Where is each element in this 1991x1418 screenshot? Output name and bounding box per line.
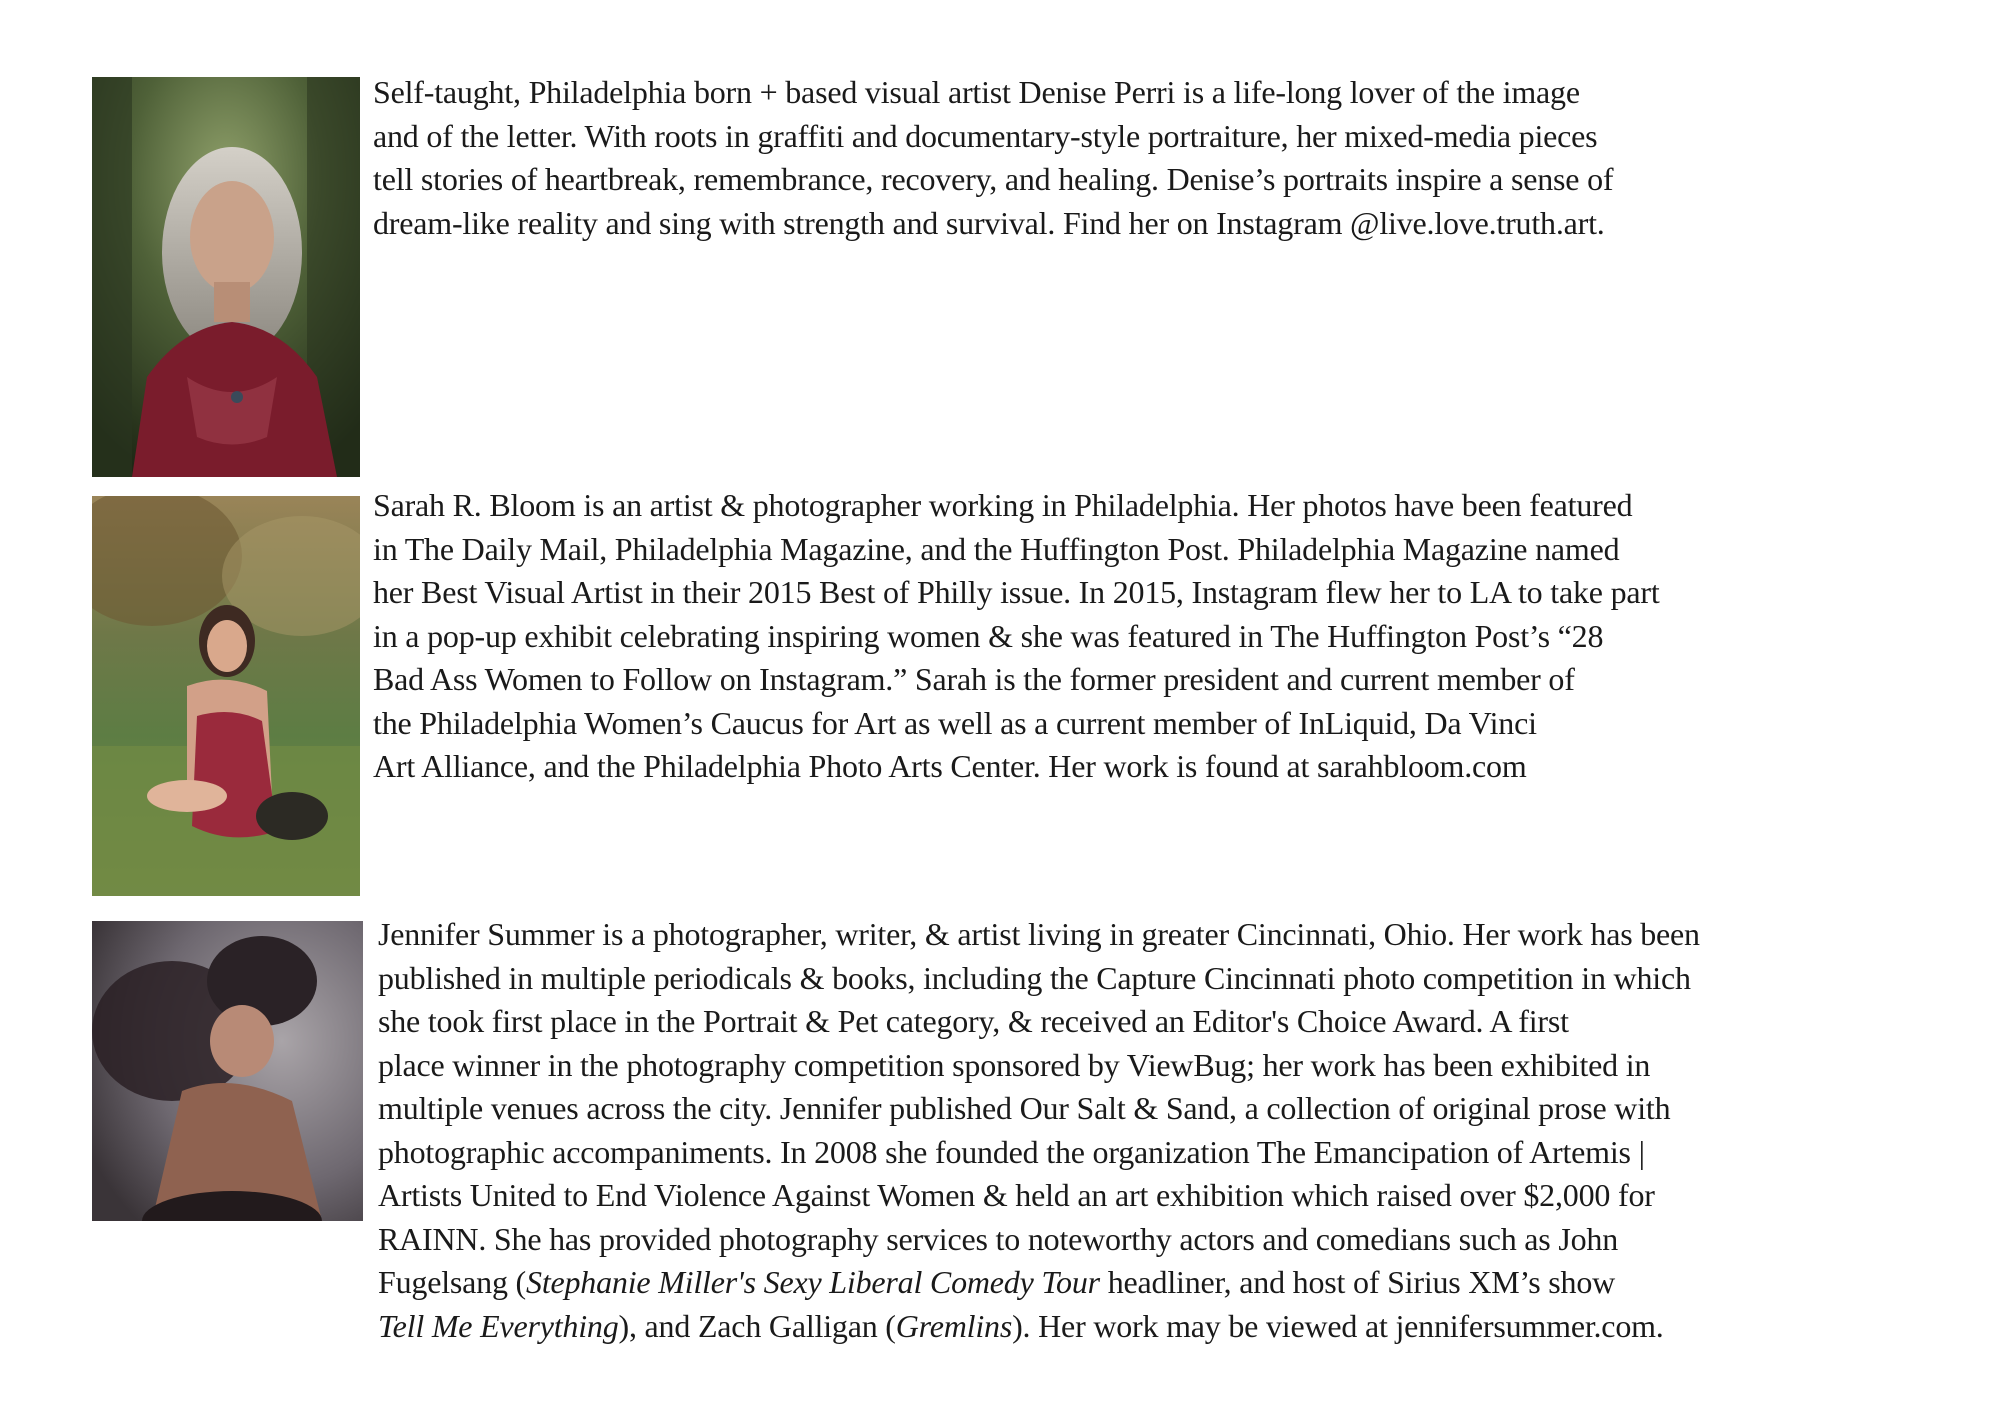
bio-text-line: Bad Ass Women to Follow on Instagram.” Sarah is the former president and current member of	[373, 661, 1575, 697]
bio-text-line: her Best Visual Artist in their 2015 Best of Philly issue. In 2015, Instagram flew her to LA to take part	[373, 574, 1660, 610]
bio-text-line: Jennifer Summer is a photographer, writer, & artist living in greater Cincinnati, Ohio. Her work has been	[378, 916, 1700, 952]
portrait-photo-sarah-bloom	[92, 496, 360, 896]
bio-text-line: the Philadelphia Women’s Caucus for Art as well as a current member of InLiquid, Da Vinci	[373, 704, 1537, 741]
bio-text-line: photographic accompaniments. In 2008 she founded the organization The Emancipation of Artemis |	[378, 1133, 1645, 1170]
bio-text-line: place winner in the photography competition sponsored by ViewBug; her work has been exhibited in	[378, 1046, 1651, 1083]
bio-text-line: in a pop-up exhibit celebrating inspiring women & she was featured in The Huffington Post’s “28	[373, 617, 1604, 654]
bio-text-line: Sarah R. Bloom is an artist & photographer working in Philadelphia. Her photos have been featured	[373, 487, 1633, 523]
text-segment: ), and Zach Galligan (	[618, 1307, 896, 1344]
bio-text-line	[378, 1261, 1700, 1305]
bio-text-line: Self-taught, Philadelphia born + based visual artist Denise Perri is a life-long lover of the image	[373, 74, 1580, 110]
show-title: Tell Me Everything	[378, 1307, 619, 1344]
bio-text-line: she took first place in the Portrait & Pet category, & received an Editor's Choice Award. A first	[378, 1003, 1569, 1039]
text-segment: ). Her work may be viewed at jennifersummer.com.	[1012, 1307, 1664, 1344]
bio-text-line: tell stories of heartbreak, remembrance, recovery, and healing. Denise’s portraits inspire a sense of	[373, 161, 1614, 197]
bio-text-line	[378, 1305, 1700, 1349]
bio-text-line: multiple venues across the city. Jennifer published Our Salt & Sand, a collection of original prose with	[378, 1090, 1671, 1126]
bio-text	[378, 913, 1700, 1348]
portrait-photo-denise-perri	[92, 77, 360, 477]
bio-text	[373, 484, 1660, 789]
bio-text-line: RAINN. She has provided photography services to noteworthy actors and comedians such as John	[378, 1220, 1619, 1257]
bio-text-line: in The Daily Mail, Philadelphia Magazine, and the Huffington Post. Philadelphia Magazine named	[373, 530, 1620, 567]
text-segment: headliner, and host of Sirius XM’s show	[1099, 1264, 1616, 1300]
film-title: Gremlins	[895, 1307, 1013, 1344]
text-segment: Fugelsang (	[378, 1264, 527, 1300]
tour-title: Stephanie Miller's Sexy Liberal Comedy Tour	[526, 1264, 1100, 1300]
bio-text	[373, 71, 1613, 245]
bio-text-line: published in multiple periodicals & books, including the Capture Cincinnati photo competition in which	[378, 959, 1691, 996]
bio-text-line: dream-like reality and sing with strength and survival. Find her on Instagram @live.love.truth.art.	[373, 204, 1605, 241]
bio-text-line: Art Alliance, and the Philadelphia Photo Arts Center. Her work is found at sarahbloom.com	[373, 748, 1527, 784]
portrait-photo-jennifer-summer	[92, 921, 363, 1221]
bio-text-line: Artists United to End Violence Against Women & held an art exhibition which raised over $2,000 for	[378, 1177, 1655, 1213]
bio-text-line: and of the letter. With roots in graffiti and documentary-style portraiture, her mixed-media pieces	[373, 117, 1598, 154]
